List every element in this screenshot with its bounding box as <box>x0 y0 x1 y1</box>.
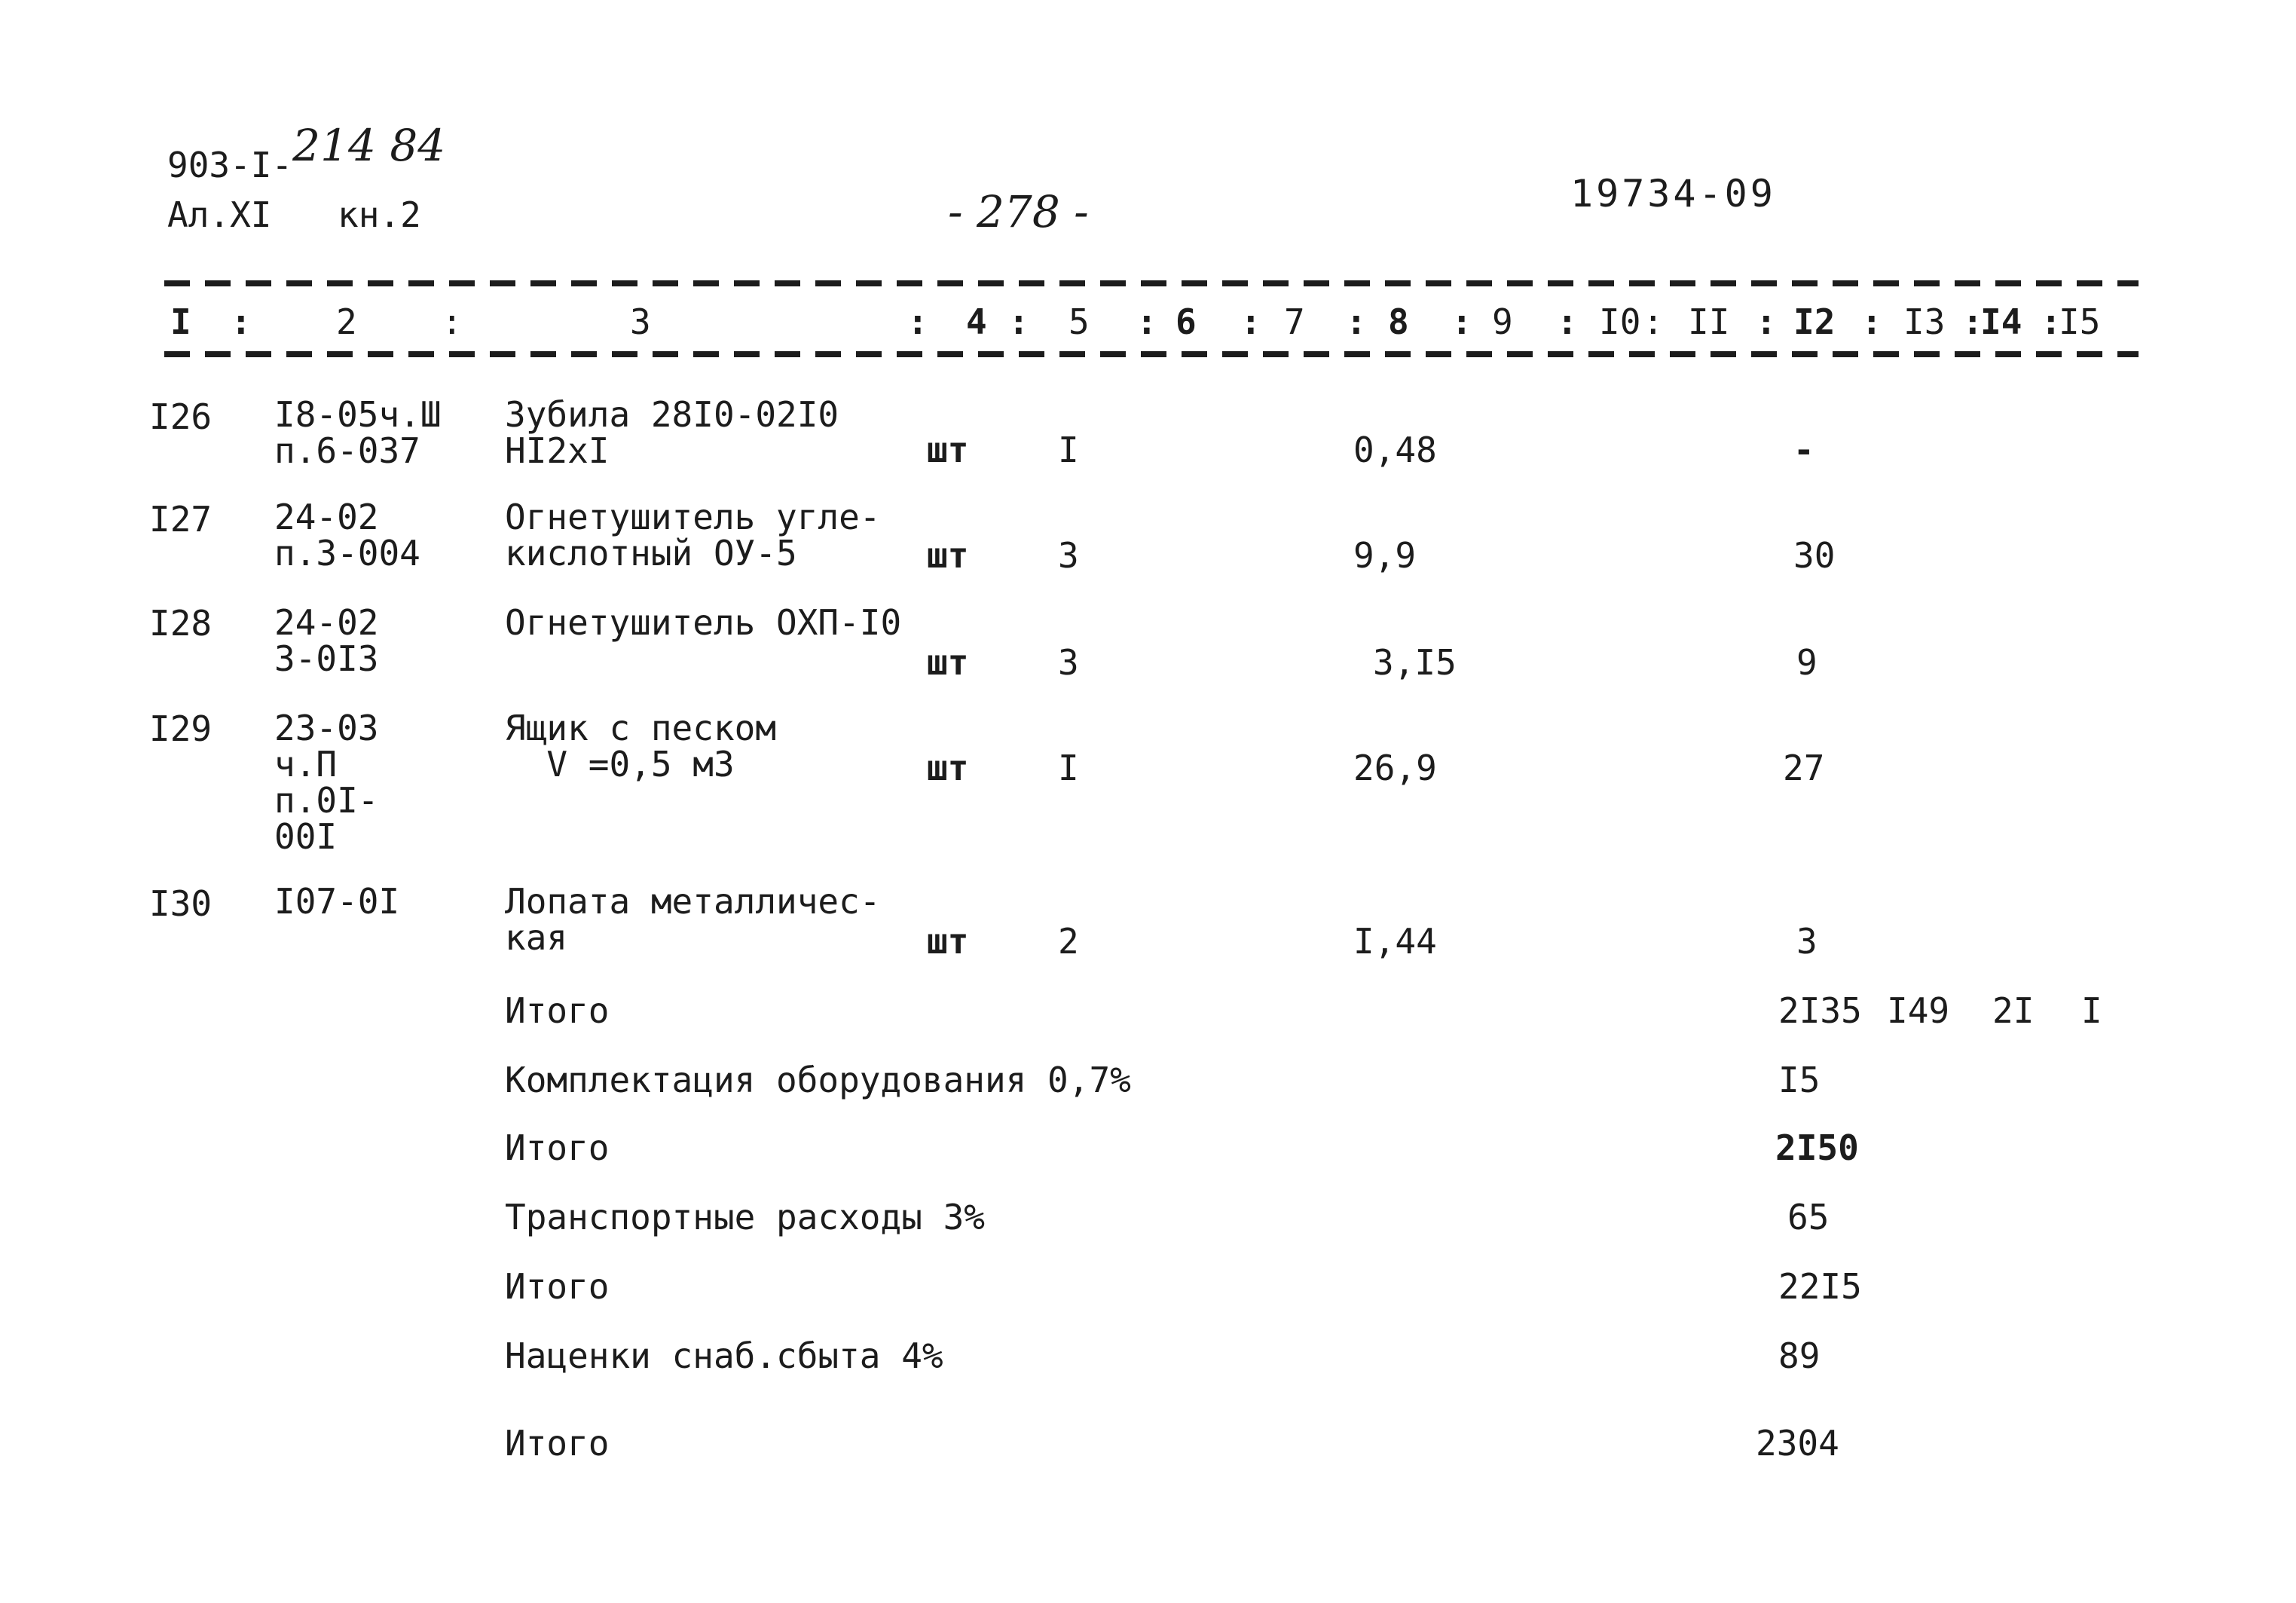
row-total: - <box>1793 430 1814 470</box>
summary-value: 2I50 <box>1775 1127 1859 1168</box>
doc-code <box>167 120 446 185</box>
row-code: 23-03 ч.П п.0I- 00I <box>274 708 379 857</box>
column-header: 6 <box>1176 301 1197 342</box>
row-name: Ящик с песком V =0,5 м3 <box>505 708 777 785</box>
book-label: кн.2 <box>338 194 421 235</box>
summary-label: Комплектация оборудования 0,7% <box>505 1060 1131 1100</box>
column-separator: : <box>442 301 463 342</box>
column-separator: : <box>1240 301 1261 342</box>
row-unit: шт <box>927 921 969 962</box>
row-code: 24-02 3-0I3 <box>274 602 379 679</box>
header-bottom-rule <box>164 351 2139 357</box>
row-name: Огнетушитель ОХП-I0 <box>505 602 902 643</box>
row-price: 9,9 <box>1353 535 1417 576</box>
row-qty: 3 <box>1058 642 1079 683</box>
summary-label: Итого <box>505 1127 610 1168</box>
row-total: 30 <box>1793 535 1836 576</box>
column-separator: : <box>231 301 252 342</box>
row-total: 9 <box>1796 642 1818 683</box>
row-qty: 3 <box>1058 535 1079 576</box>
row-name: Лопата металличес- кая <box>505 881 881 958</box>
row-total: 27 <box>1783 748 1825 788</box>
column-header: I5 <box>2059 301 2101 342</box>
row-qty: I <box>1058 430 1079 470</box>
row-qty: I <box>1058 748 1079 788</box>
row-price: 26,9 <box>1353 748 1437 788</box>
summary-value: 89 <box>1778 1335 1821 1376</box>
column-header: I4 <box>1980 301 2022 342</box>
row-number: I26 <box>149 396 212 437</box>
column-header: II <box>1688 301 1730 342</box>
summary-value: 2I35 <box>1778 990 1862 1031</box>
summary-label: Наценки снаб.сбыта 4% <box>505 1335 943 1376</box>
row-unit: шт <box>927 642 969 683</box>
column-header: 2 <box>336 301 357 342</box>
column-separator: : <box>1136 301 1157 342</box>
row-name: Огнетушитель угле- кислотный ОУ-5 <box>505 497 881 574</box>
column-header: 5 <box>1069 301 1090 342</box>
header-top-rule <box>164 280 2139 286</box>
row-price: 3,I5 <box>1373 642 1457 683</box>
doc-code-handwritten: 214 84 <box>292 120 446 171</box>
column-separator: : <box>907 301 928 342</box>
column-header: I0 <box>1599 301 1641 342</box>
column-header: 8 <box>1388 301 1409 342</box>
summary-value: I5 <box>1778 1060 1821 1100</box>
column-separator: : <box>1346 301 1367 342</box>
row-number: I28 <box>149 603 212 644</box>
stamp-number: 19734-09 <box>1570 172 1776 216</box>
column-header: 3 <box>630 301 651 342</box>
row-qty: 2 <box>1058 921 1079 962</box>
column-separator: : <box>1557 301 1578 342</box>
column-header: 9 <box>1492 301 1513 342</box>
column-header: 7 <box>1284 301 1305 342</box>
summary-label: Итого <box>505 1266 610 1307</box>
summary-label: Транспортные расходы 3% <box>505 1197 985 1237</box>
row-unit: шт <box>927 748 969 788</box>
row-unit: шт <box>927 430 969 470</box>
row-total: 3 <box>1796 921 1818 962</box>
row-code: I8-05ч.Ш п.6-037 <box>274 394 442 471</box>
album-label: Ал.XI <box>167 194 272 235</box>
summary-value: 2304 <box>1756 1423 1839 1464</box>
column-header: I <box>170 301 191 342</box>
summary-extra-value: I49 <box>1887 990 1950 1031</box>
summary-extra-value: I <box>2081 990 2102 1031</box>
row-price: 0,48 <box>1353 430 1437 470</box>
column-separator: : <box>1756 301 1777 342</box>
column-header: I2 <box>1793 301 1836 342</box>
column-separator: : <box>2041 301 2062 342</box>
row-price: I,44 <box>1353 921 1437 962</box>
page-number: - 278 - <box>948 186 1089 237</box>
column-separator: : <box>1451 301 1472 342</box>
summary-label: Итого <box>505 990 610 1031</box>
row-name: Зубила 28I0-02I0 НI2хI <box>505 394 839 471</box>
column-header: 4 <box>966 301 987 342</box>
row-code: I07-0I <box>274 881 400 922</box>
column-separator: : <box>1861 301 1882 342</box>
row-unit: шт <box>927 535 969 576</box>
summary-value: 22I5 <box>1778 1266 1862 1307</box>
row-number: I29 <box>149 708 212 749</box>
summary-label: Итого <box>505 1423 610 1464</box>
row-number: I30 <box>149 883 212 924</box>
column-header: I3 <box>1903 301 1946 342</box>
column-separator: : <box>1643 301 1664 342</box>
column-separator: : <box>1962 301 1983 342</box>
doc-code-prefix: 903-I- <box>167 145 293 185</box>
summary-extra-value: 2I <box>1992 990 2035 1031</box>
column-separator: : <box>1008 301 1029 342</box>
summary-value: 65 <box>1787 1197 1830 1237</box>
row-number: I27 <box>149 499 212 540</box>
row-code: 24-02 п.3-004 <box>274 497 420 574</box>
